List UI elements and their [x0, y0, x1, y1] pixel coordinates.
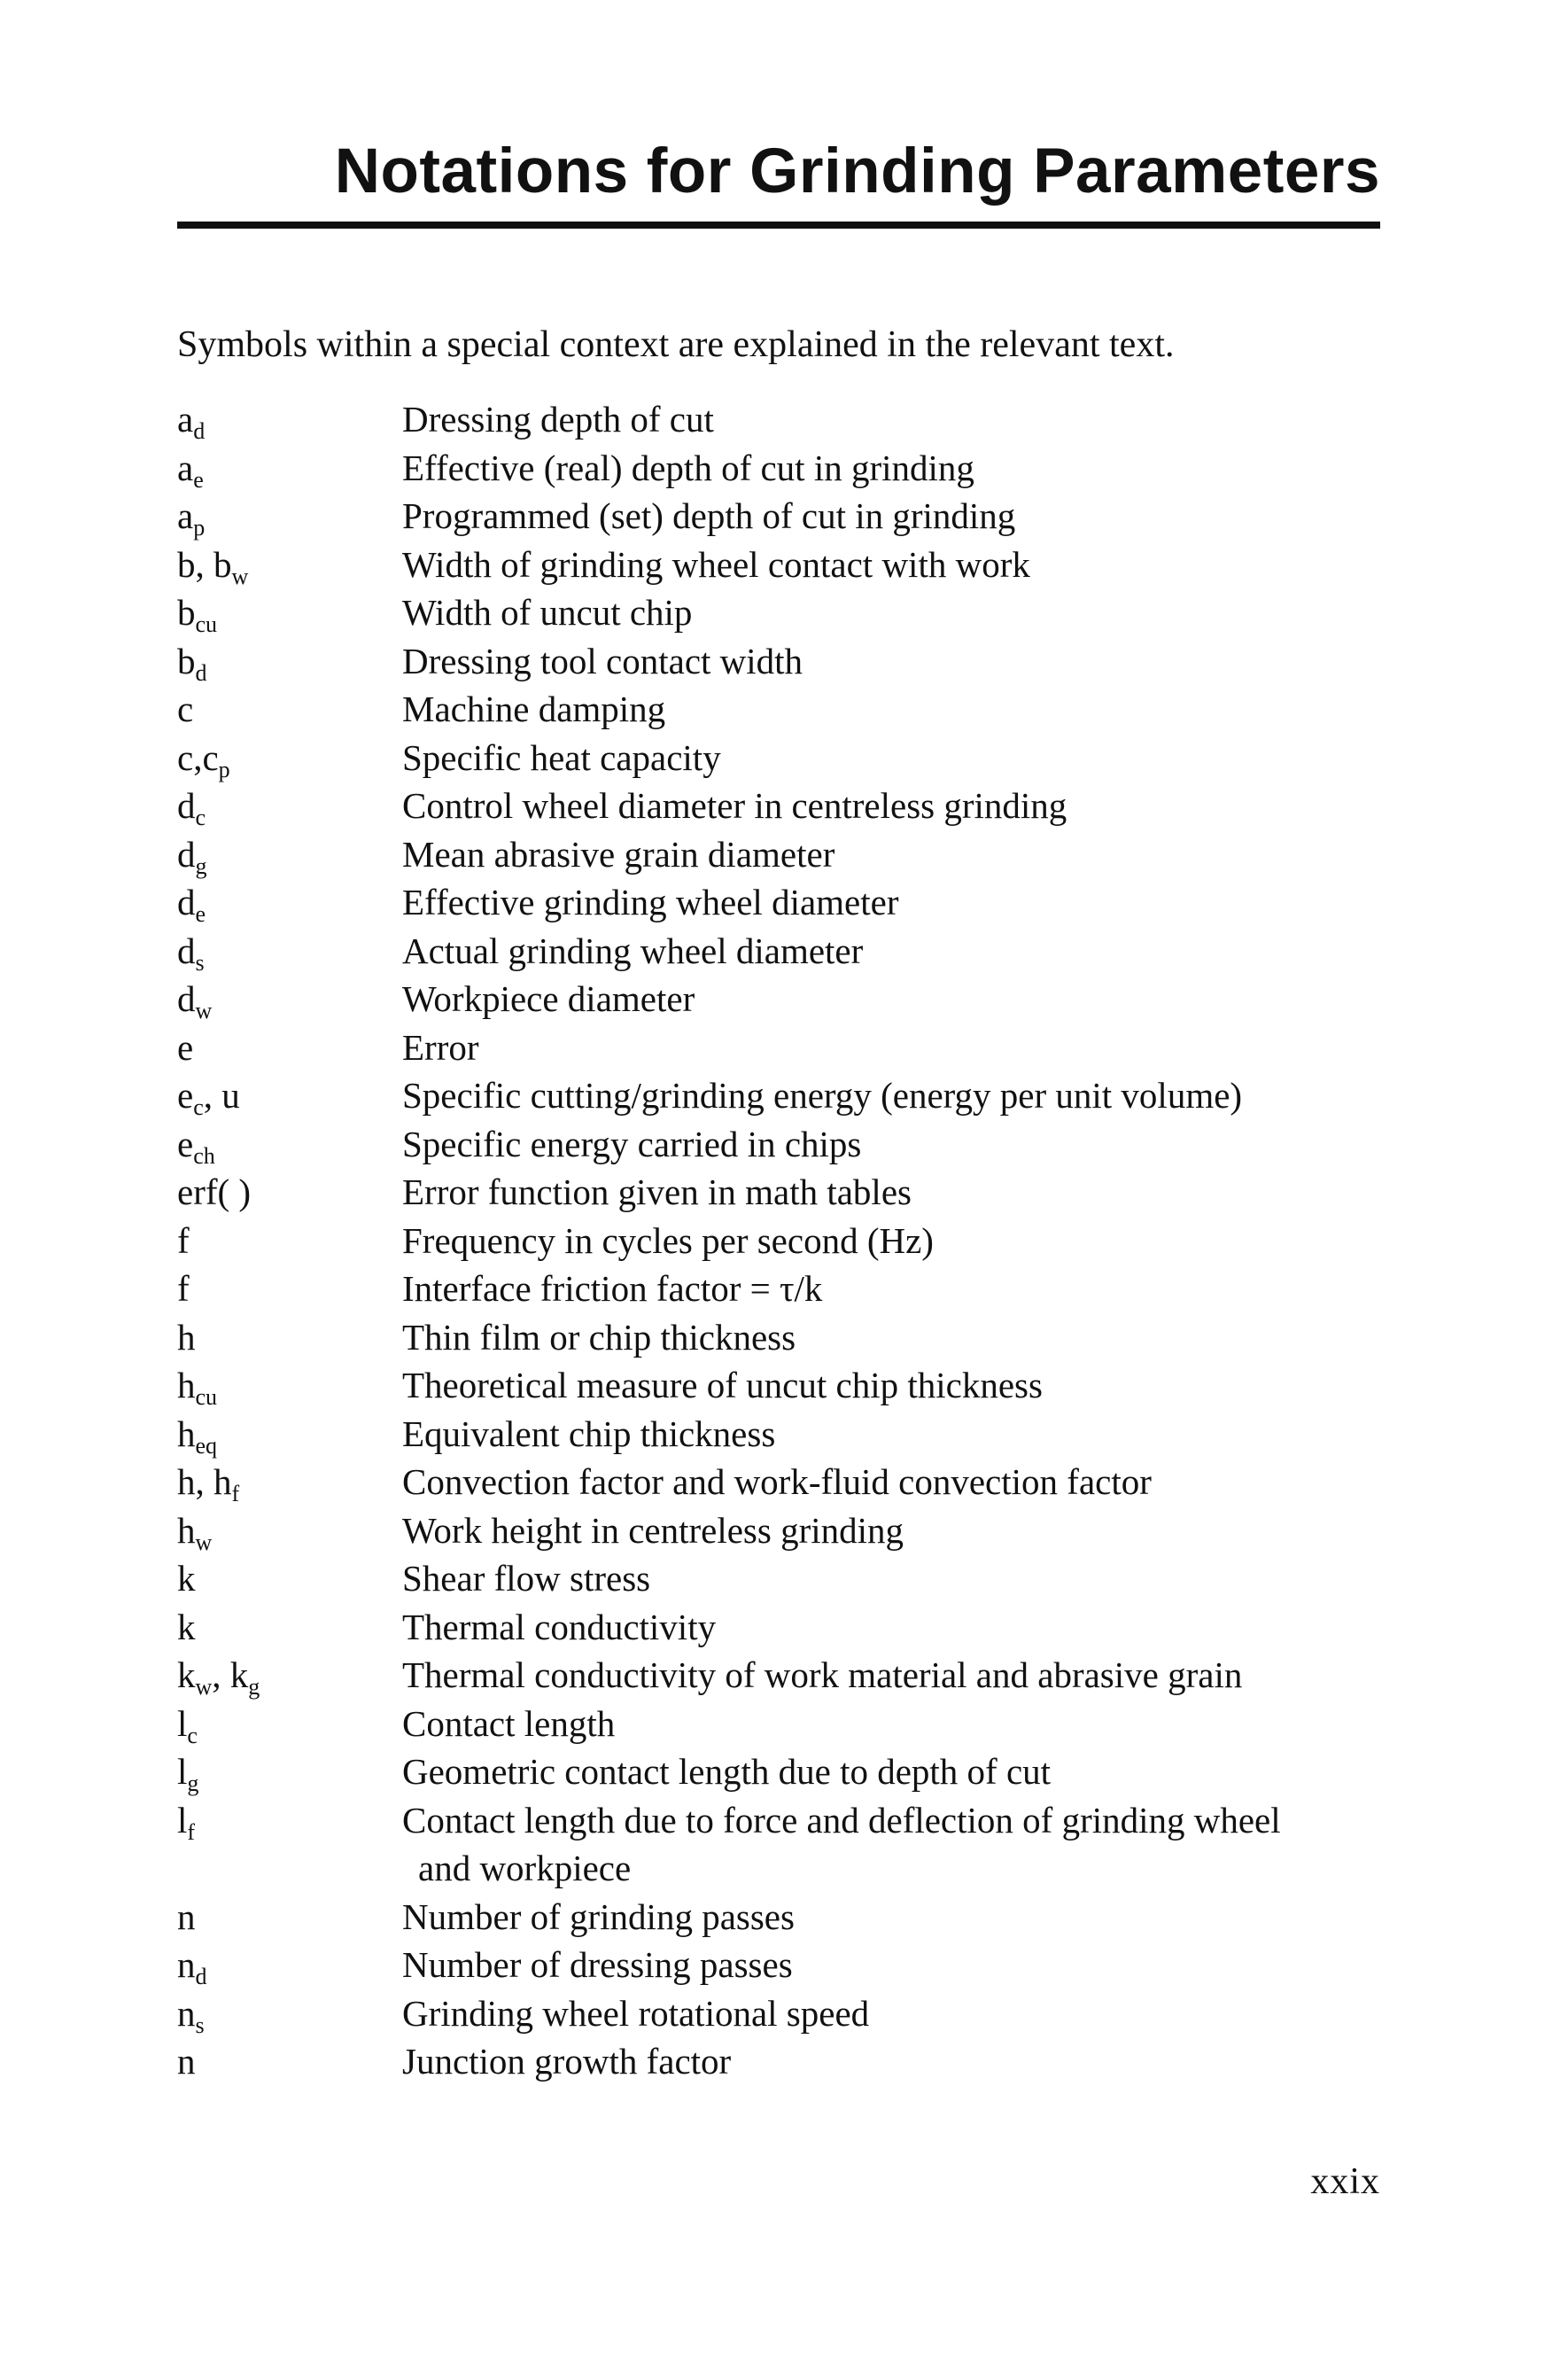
notation-symbol	[177, 492, 402, 541]
description-text: Specific energy carried in chips	[402, 1123, 862, 1164]
notation-symbol	[177, 1554, 402, 1603]
symbol-subscript: c	[195, 805, 206, 830]
notation-row	[177, 1651, 1400, 1700]
description-text: Contact length	[402, 1702, 616, 1744]
symbol-subscript: d	[195, 659, 207, 686]
notation-row	[177, 395, 1400, 444]
notation-symbol	[177, 1747, 402, 1796]
notation-row	[177, 734, 1400, 782]
notation-description	[402, 1458, 1400, 1506]
notation-symbol	[177, 1313, 402, 1362]
symbol-subscript: c	[193, 1094, 204, 1120]
symbol-base: k	[177, 1606, 196, 1647]
symbol-base: d	[177, 785, 196, 826]
notation-description	[402, 1893, 1400, 1942]
symbol-subscript: s	[195, 949, 205, 976]
description-text: Specific heat capacity	[402, 736, 721, 778]
symbol-base: b	[177, 640, 196, 681]
notation-list	[177, 395, 1400, 2086]
notation-description	[402, 1361, 1400, 1410]
notation-row	[177, 1361, 1400, 1410]
notation-symbol	[177, 395, 402, 444]
description-text: Control wheel diameter in centreless grinding	[402, 785, 1067, 826]
description-text: Dressing depth of cut	[402, 399, 714, 440]
notation-row	[177, 1747, 1400, 1796]
symbol-subscript: g	[187, 1771, 199, 1796]
notation-symbol	[177, 1989, 402, 2038]
notation-description	[402, 1071, 1400, 1120]
symbol-base: e	[177, 1075, 194, 1116]
notation-symbol	[177, 1410, 402, 1459]
notation-description	[402, 541, 1400, 589]
notation-description	[402, 2037, 1400, 2086]
description-text: Machine damping	[402, 689, 666, 729]
description-text: Junction growth factor	[402, 2041, 732, 2082]
notation-symbol	[177, 1893, 402, 1942]
symbol-subscript: s	[195, 2012, 205, 2038]
notation-description	[402, 782, 1400, 830]
notation-symbol	[177, 1458, 402, 1506]
notation-description	[402, 588, 1400, 637]
notation-symbol	[177, 975, 402, 1023]
notation-description	[402, 1120, 1400, 1169]
description-text: Dressing tool contact width	[402, 640, 803, 681]
description-text: Frequency in cycles per second (Hz)	[402, 1219, 934, 1261]
notation-symbol	[177, 1265, 402, 1313]
notation-row	[177, 1168, 1400, 1217]
notation-description	[402, 492, 1400, 541]
description-text: Effective (real) depth of cut in grinding	[402, 447, 974, 488]
notation-description	[402, 1410, 1400, 1459]
symbol-rest: , u	[203, 1075, 240, 1116]
notation-description	[402, 1747, 1400, 1796]
symbol-base: erf( )	[177, 1171, 252, 1212]
notation-description	[402, 1554, 1400, 1603]
notation-symbol	[177, 1941, 402, 1989]
symbol-base: l	[177, 1751, 188, 1792]
symbol-subscript: w	[195, 1529, 213, 1555]
symbol-subscript: g	[195, 852, 207, 879]
notation-row	[177, 878, 1400, 927]
symbol-base: h	[177, 1365, 196, 1405]
notation-row	[177, 1989, 1400, 2038]
description-text: Number of dressing passes	[402, 1944, 793, 1985]
notation-row	[177, 1941, 1400, 1989]
page-number: xxix	[1310, 2161, 1380, 2202]
symbol-base: d	[177, 833, 196, 875]
notation-symbol	[177, 1023, 402, 1072]
description-text: Contact length due to force and deflection of grinding wheel	[402, 1799, 1281, 1841]
notation-description	[402, 1168, 1400, 1217]
notation-row	[177, 1071, 1400, 1120]
notation-symbol	[177, 734, 402, 782]
symbol-subscript: f	[231, 1481, 240, 1506]
notation-symbol	[177, 830, 402, 879]
notation-row	[177, 927, 1400, 976]
symbol-base: a	[177, 399, 194, 440]
notation-symbol	[177, 444, 402, 493]
description-text: Thermal conductivity of work material and abrasive grain	[402, 1654, 1243, 1695]
notation-row	[177, 1265, 1400, 1313]
symbol-base: h	[177, 1316, 196, 1358]
notation-row	[177, 1603, 1400, 1652]
notation-row	[177, 2037, 1400, 2086]
symbol-base: h	[177, 1509, 196, 1551]
notation-description	[402, 395, 1400, 444]
intro-text: Symbols within a special context are explained in the relevant text.	[177, 324, 1175, 365]
symbol-base: f	[177, 1268, 190, 1309]
notation-description	[402, 1313, 1400, 1362]
description-text: Thin film or chip thickness	[402, 1316, 796, 1358]
description-text: Thermal conductivity	[402, 1606, 717, 1647]
notation-row	[177, 444, 1400, 493]
notation-row	[177, 1120, 1400, 1169]
notation-row	[177, 1506, 1400, 1555]
notation-description	[402, 1700, 1400, 1748]
notation-row	[177, 830, 1400, 879]
notation-row	[177, 492, 1400, 541]
symbol-subscript: c	[187, 1722, 198, 1748]
symbol-subscript: eq	[195, 1432, 218, 1459]
notation-row	[177, 1217, 1400, 1265]
notation-description	[402, 830, 1400, 879]
notation-row	[177, 1700, 1400, 1748]
notation-description	[402, 1603, 1400, 1652]
notation-row	[177, 975, 1400, 1023]
notation-symbol	[177, 782, 402, 830]
symbol-subscript: ch	[193, 1142, 215, 1169]
description-text: Work height in centreless grinding	[402, 1509, 904, 1551]
symbol-base: f	[177, 1219, 190, 1261]
notation-symbol	[177, 1506, 402, 1555]
description-text: Actual grinding wheel diameter	[402, 930, 864, 971]
symbol-base: d	[177, 978, 196, 1019]
notation-symbol	[177, 1361, 402, 1410]
notation-row	[177, 685, 1400, 734]
notation-symbol	[177, 588, 402, 637]
symbol-base: d	[177, 930, 196, 971]
description-text: Interface friction factor = τ/k	[402, 1268, 823, 1309]
symbol-subscript-2: g	[248, 1674, 260, 1700]
notation-symbol	[177, 1796, 402, 1845]
symbol-subscript: e	[195, 901, 206, 927]
notation-row	[177, 1893, 1400, 1942]
symbol-subscript: w	[195, 1674, 213, 1700]
description-text: Mean abrasive grain diameter	[402, 833, 835, 875]
symbol-subscript: w	[195, 998, 213, 1023]
description-text: Shear flow stress	[402, 1558, 651, 1599]
symbol-base: a	[177, 447, 194, 488]
notation-description	[402, 1506, 1400, 1555]
description-text: Grinding wheel rotational speed	[402, 1992, 870, 2034]
notation-row	[177, 1313, 1400, 1362]
description-text: Number of grinding passes	[402, 1895, 795, 1937]
description-text: Effective grinding wheel diameter	[402, 882, 899, 922]
notation-description	[402, 1265, 1400, 1313]
symbol-base: e	[177, 1123, 194, 1164]
symbol-base: h	[177, 1413, 196, 1454]
symbol-base: l	[177, 1702, 188, 1744]
description-text: Theoretical measure of uncut chip thickness	[402, 1365, 1043, 1405]
symbol-base: n	[177, 2041, 196, 2082]
notation-row	[177, 637, 1400, 686]
symbol-rest: , k	[212, 1654, 249, 1695]
symbol-subscript: p	[193, 515, 206, 541]
notation-symbol	[177, 1603, 402, 1652]
notation-description	[402, 1217, 1400, 1265]
notation-symbol	[177, 637, 402, 686]
description-text: Convection factor and work-fluid convection factor	[402, 1461, 1152, 1502]
notation-row	[177, 1458, 1400, 1506]
symbol-base: c,c	[177, 736, 219, 778]
description-text: Geometric contact length due to depth of cut	[402, 1751, 1052, 1792]
notation-description	[402, 1941, 1400, 1989]
notation-description	[402, 1989, 1400, 2038]
symbol-base: k	[177, 1558, 196, 1599]
symbol-base: b	[177, 592, 196, 633]
notation-description	[402, 444, 1400, 493]
symbol-subscript: f	[187, 1818, 196, 1845]
symbol-subscript: e	[193, 466, 204, 493]
notation-row	[177, 541, 1400, 589]
notation-description	[402, 1023, 1400, 1072]
symbol-base: n	[177, 1992, 196, 2034]
notation-description	[402, 637, 1400, 686]
symbol-base: n	[177, 1944, 196, 1985]
symbol-base: d	[177, 882, 196, 922]
symbol-base: a	[177, 495, 194, 536]
symbol-base: n	[177, 1895, 196, 1937]
notation-symbol	[177, 1071, 402, 1120]
symbol-base: l	[177, 1799, 188, 1841]
description-text: Workpiece diameter	[402, 978, 695, 1019]
notation-row	[177, 1023, 1400, 1072]
title-rule	[177, 222, 1380, 229]
notation-symbol	[177, 2037, 402, 2086]
page-title: Notations for Grinding Parameters	[334, 136, 1380, 206]
notation-row	[177, 1796, 1400, 1893]
notation-symbol	[177, 1651, 402, 1700]
symbol-base: h, h	[177, 1461, 232, 1502]
symbol-subscript: w	[231, 563, 249, 589]
notation-description	[402, 685, 1400, 734]
description-continuation: and workpiece	[418, 1848, 632, 1888]
notation-description	[402, 1651, 1400, 1700]
symbol-subscript: cu	[195, 1384, 218, 1410]
description-text: Width of grinding wheel contact with work	[402, 543, 1030, 585]
description-text: Width of uncut chip	[402, 592, 693, 633]
notation-row	[177, 588, 1400, 637]
symbol-base: b, b	[177, 543, 232, 585]
notation-symbol	[177, 927, 402, 976]
notation-symbol	[177, 1120, 402, 1169]
notation-description	[402, 734, 1400, 782]
description-text: Equivalent chip thickness	[402, 1413, 776, 1454]
symbol-subscript: d	[193, 418, 206, 444]
symbol-base: c	[177, 689, 194, 729]
notation-row	[177, 1410, 1400, 1459]
notation-description	[402, 878, 1400, 927]
symbol-base: k	[177, 1654, 196, 1695]
notation-symbol	[177, 685, 402, 734]
notation-description	[402, 1796, 1400, 1893]
description-text: Error	[402, 1026, 479, 1068]
notation-symbol	[177, 1217, 402, 1265]
notation-description	[402, 975, 1400, 1023]
symbol-subscript: d	[195, 1964, 207, 1989]
notation-row	[177, 782, 1400, 830]
notation-symbol	[177, 1700, 402, 1748]
notation-symbol	[177, 541, 402, 589]
notation-symbol	[177, 1168, 402, 1217]
description-text: Programmed (set) depth of cut in grinding	[402, 495, 1016, 536]
description-text: Specific cutting/grinding energy (energy per unit volume)	[402, 1075, 1243, 1116]
description-text: Error function given in math tables	[402, 1171, 912, 1212]
symbol-subscript: cu	[195, 611, 218, 637]
notation-symbol	[177, 878, 402, 927]
notation-row	[177, 1554, 1400, 1603]
notation-description	[402, 927, 1400, 976]
symbol-base: e	[177, 1026, 194, 1068]
symbol-subscript: p	[218, 756, 230, 782]
